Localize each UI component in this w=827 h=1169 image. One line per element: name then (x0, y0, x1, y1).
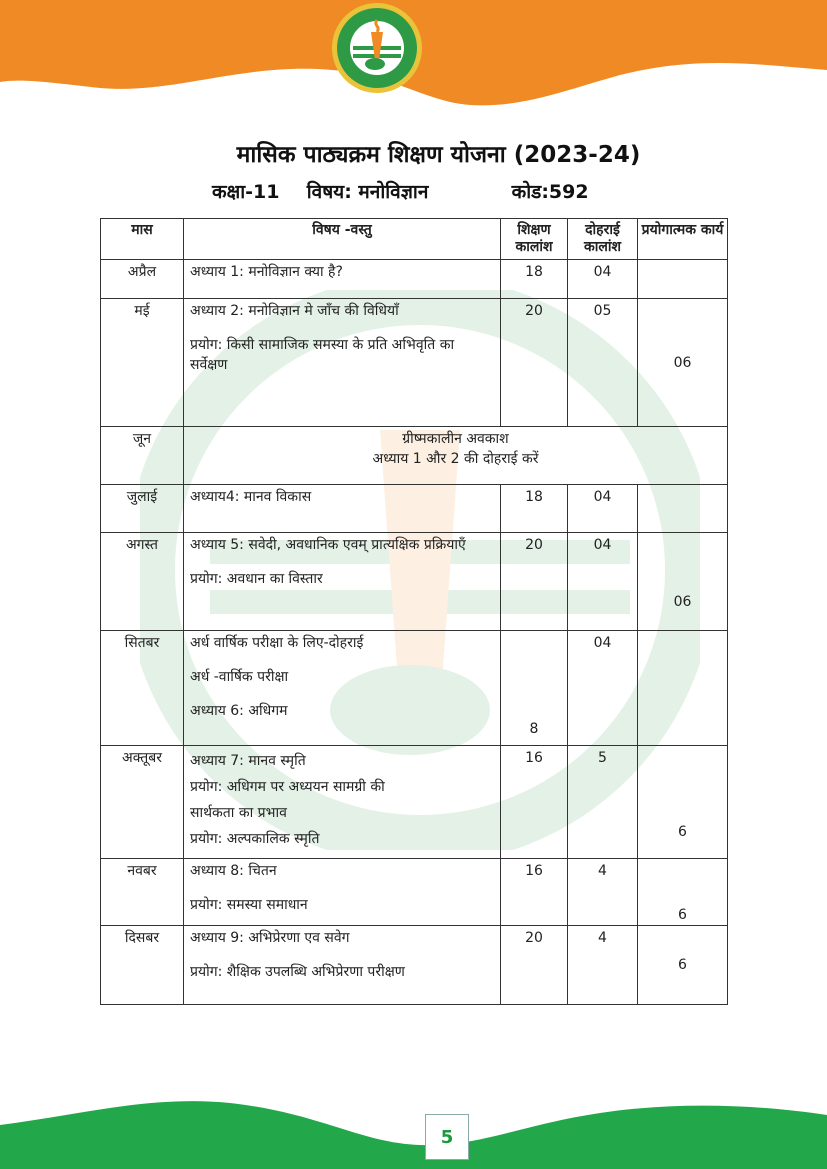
revision-cell: 04 (568, 631, 638, 746)
practical-cell (638, 485, 728, 533)
header-practical: प्रयोगात्मक कार्य (638, 219, 728, 260)
periods-cell: 16 (501, 746, 568, 859)
content-cell: अध्याय 8: चितन प्रयोग: समस्या समाधान (184, 859, 501, 926)
month-cell: जुलाई (101, 485, 184, 533)
bottom-green-wave (0, 1085, 827, 1169)
revision-cell: 4 (568, 926, 638, 1005)
revision-cell: 5 (568, 746, 638, 859)
page-number: 5 (425, 1114, 469, 1160)
month-cell: अक्तूबर (101, 746, 184, 859)
content-cell: अध्याय 7: मानव स्मृति प्रयोग: अधिगम पर अध्ययन सामग्री की सार्थकता का प्रभाव प्रयोग: अल्पकालिक स्मृति (184, 746, 501, 859)
teaching-plan-table (100, 218, 728, 1005)
table-row (101, 631, 728, 746)
content-cell: अध्याय 5: सवेदी, अवधानिक एवम् प्रात्यक्षिक प्रक्रियाएँ प्रयोग: अवधान का विस्तार (184, 533, 501, 631)
content-cell: अध्याय 1: मनोविज्ञान क्या है? (184, 260, 501, 299)
header-periods: शिक्षण कालांश (501, 219, 568, 260)
practical-cell: 6 (638, 746, 728, 859)
content-cell: अर्ध वार्षिक परीक्षा के लिए-दोहराई अर्ध -वार्षिक परीक्षा अध्याय 6: अधिगम (184, 631, 501, 746)
revision-cell: 04 (568, 485, 638, 533)
revision-cell: 05 (568, 299, 638, 427)
periods-cell: 18 (501, 485, 568, 533)
table-row (101, 533, 728, 631)
month-cell: दिसबर (101, 926, 184, 1005)
content-cell: ग्रीष्मकालीन अवकाश अध्याय 1 और 2 की दोहराई करें (184, 427, 728, 485)
subtitle (212, 178, 589, 204)
header-month: मास (101, 219, 184, 260)
periods-cell: 18 (501, 260, 568, 299)
table-row (101, 746, 728, 859)
periods-cell: 20 (501, 926, 568, 1005)
month-cell: अप्रैल (101, 260, 184, 299)
revision-cell: 04 (568, 260, 638, 299)
month-cell: अगस्त (101, 533, 184, 631)
periods-cell: 20 (501, 299, 568, 427)
revision-cell: 04 (568, 533, 638, 631)
content-cell: अध्याय4: मानव विकास (184, 485, 501, 533)
table-row (101, 859, 728, 926)
practical-cell (638, 631, 728, 746)
table-row (101, 427, 728, 485)
table-row (101, 260, 728, 299)
header-revision: दोहराई कालांश (568, 219, 638, 260)
month-cell: नवबर (101, 859, 184, 926)
class-label: कक्षा-11 (212, 181, 280, 203)
practical-cell: 06 (638, 299, 728, 427)
practical-cell: 06 (638, 533, 728, 631)
practical-cell: 6 (638, 926, 728, 1005)
page-title: मासिक पाठ्यक्रम शिक्षण योजना (2023-24) (236, 142, 641, 168)
header-content: विषय -वस्तु (184, 219, 501, 260)
content-cell: अध्याय 9: अभिप्रेरणा एव सवेग प्रयोग: शैक्षिक उपलब्धि अभिप्रेरणा परीक्षण (184, 926, 501, 1005)
month-cell: सितबर (101, 631, 184, 746)
table-row (101, 299, 728, 427)
month-cell: जून (101, 427, 184, 485)
board-logo (331, 2, 423, 94)
periods-cell: 16 (501, 859, 568, 926)
periods-cell: 8 (501, 631, 568, 746)
content-cell: अध्याय 2: मनोविज्ञान मे जाँच की विधियाँ प्रयोग: किसी सामाजिक समस्या के प्रति अभिवृति का सर्वेक्षण (184, 299, 501, 427)
month-cell: मई (101, 299, 184, 427)
table-header-row (101, 219, 728, 260)
table-row (101, 926, 728, 1005)
revision-cell: 4 (568, 859, 638, 926)
table-row (101, 485, 728, 533)
code-label: कोड:592 (511, 181, 589, 203)
practical-cell (638, 260, 728, 299)
subject-label: विषय: मनोविज्ञान (306, 181, 429, 203)
periods-cell: 20 (501, 533, 568, 631)
practical-cell: 6 (638, 859, 728, 926)
